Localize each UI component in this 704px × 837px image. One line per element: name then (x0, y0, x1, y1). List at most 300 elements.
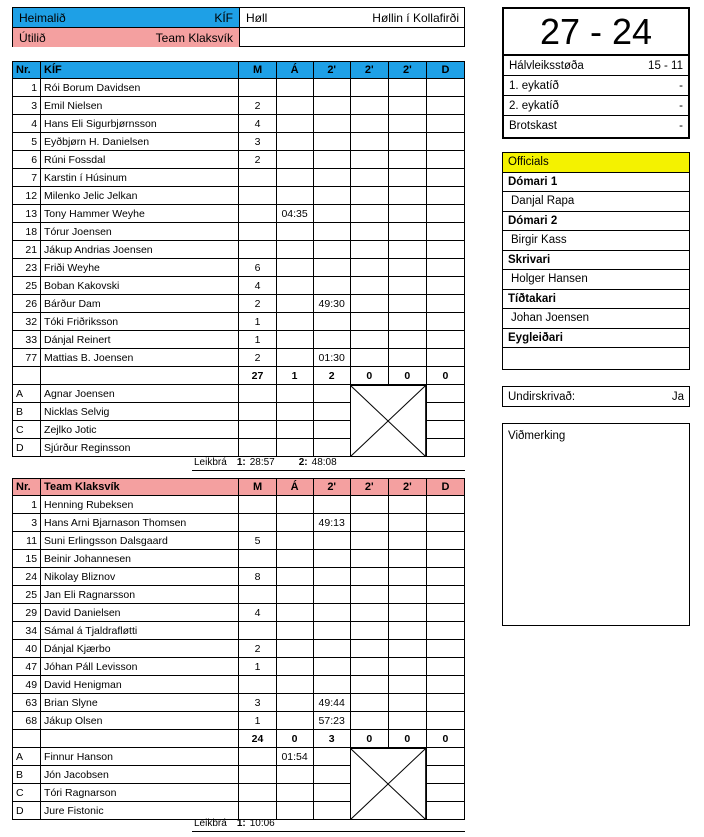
summary-row (504, 116, 688, 136)
stat-cell-m: 8 (239, 568, 276, 586)
official-letter: A (13, 748, 41, 766)
stat-cell-t1 (313, 241, 350, 259)
official-warning (276, 766, 313, 784)
stat-cell-m (239, 79, 276, 97)
match-header (12, 7, 465, 47)
stat-cell-t2 (350, 586, 388, 604)
official-d (426, 421, 464, 439)
stat-cell-t1 (313, 331, 350, 349)
stat-cell-a (276, 712, 313, 730)
stat-cell-d (426, 496, 464, 514)
official-2min (313, 385, 350, 403)
player-name: Tórur Joensen (41, 223, 239, 241)
player-number: 15 (13, 550, 41, 568)
player-name: Jákup Andrias Joensen (41, 241, 239, 259)
stat-cell-d (426, 97, 464, 115)
summary-value: 15 - 11 (648, 59, 683, 72)
stat-cell-d (426, 640, 464, 658)
stat-cell-m (239, 550, 276, 568)
stat-cell-d (426, 676, 464, 694)
player-row (13, 169, 465, 187)
total-a: 1 (276, 367, 313, 385)
player-number: 5 (13, 133, 41, 151)
stat-cell-m: 2 (239, 295, 276, 313)
player-number: 33 (13, 331, 41, 349)
stat-cell-t2 (350, 550, 388, 568)
official-m (239, 439, 276, 457)
player-number: 21 (13, 241, 41, 259)
player-row (13, 259, 465, 277)
stat-cell-m (239, 496, 276, 514)
col-header: D (426, 479, 464, 496)
player-number: 24 (13, 568, 41, 586)
col-nr: Nr. (13, 62, 41, 79)
official-d (426, 766, 464, 784)
player-name: Eyðbjørn H. Danielsen (41, 133, 239, 151)
col-header: 2' (350, 479, 388, 496)
player-name: David Danielsen (41, 604, 239, 622)
col-header: 2' (313, 479, 350, 496)
player-row (13, 97, 465, 115)
stat-cell-d (426, 532, 464, 550)
player-number: 32 (13, 313, 41, 331)
player-row (13, 313, 465, 331)
away-timeouts (194, 818, 275, 829)
stat-cell-t2 (350, 151, 388, 169)
crossed-out-box (350, 748, 426, 820)
player-number: 77 (13, 349, 41, 367)
stat-cell-t2 (350, 604, 388, 622)
stat-cell-t3 (388, 586, 426, 604)
stat-cell-t3 (388, 79, 426, 97)
player-name: Bárður Dam (41, 295, 239, 313)
stat-cell-d (426, 187, 464, 205)
stat-cell-t3 (388, 712, 426, 730)
player-row (13, 640, 465, 658)
stat-cell-t1 (313, 97, 350, 115)
signed-label: Undirskrivað: (508, 390, 576, 403)
player-row (13, 79, 465, 97)
stat-cell-t1 (313, 640, 350, 658)
total-m: 24 (239, 730, 276, 748)
team-official-name: Jón Jacobsen (41, 766, 239, 784)
col-header: 2' (388, 62, 426, 79)
official-letter: D (13, 802, 41, 820)
stat-cell-a (276, 223, 313, 241)
stat-cell-m (239, 205, 276, 223)
stat-cell-a (276, 586, 313, 604)
player-row (13, 604, 465, 622)
player-number: 1 (13, 79, 41, 97)
stat-cell-t3 (388, 169, 426, 187)
stat-cell-a (276, 277, 313, 295)
stat-cell-m (239, 586, 276, 604)
player-row (13, 496, 465, 514)
total-t2: 0 (350, 730, 388, 748)
stat-cell-t1 (313, 277, 350, 295)
stat-cell-t2 (350, 496, 388, 514)
stat-cell-t3 (388, 676, 426, 694)
stat-cell-d (426, 712, 464, 730)
total-t3: 0 (388, 730, 426, 748)
score-panel (502, 7, 690, 139)
stat-cell-t3 (388, 97, 426, 115)
stat-cell-d (426, 151, 464, 169)
home-team-name: KÍF (214, 10, 233, 25)
home-timeouts (194, 457, 337, 468)
stat-cell-a (276, 313, 313, 331)
player-number: 63 (13, 694, 41, 712)
stat-cell-m: 1 (239, 331, 276, 349)
stat-cell-t1 (313, 676, 350, 694)
stat-cell-t3 (388, 259, 426, 277)
stat-cell-t1 (313, 586, 350, 604)
total-a: 0 (276, 730, 313, 748)
player-name: Milenko Jelic Jelkan (41, 187, 239, 205)
summary-label: 1. eykatíð (509, 79, 559, 92)
stat-cell-t2 (350, 514, 388, 532)
remarks-box (502, 423, 690, 626)
stat-cell-t2 (350, 259, 388, 277)
stat-cell-d (426, 694, 464, 712)
timeout-number: 1: (236, 818, 246, 829)
team-official-name: Zejlko Jotic (41, 421, 239, 439)
away-label: Útilið (19, 30, 46, 45)
stat-cell-m: 2 (239, 151, 276, 169)
player-row (13, 331, 465, 349)
official-d (426, 748, 464, 766)
player-name: Dánjal Reinert (41, 331, 239, 349)
stat-cell-m: 3 (239, 694, 276, 712)
venue-label: Høll (246, 10, 268, 25)
stat-cell-m (239, 187, 276, 205)
table-header-row (13, 62, 465, 79)
col-header: 2' (313, 62, 350, 79)
player-name: Dánjal Kjærbo (41, 640, 239, 658)
player-name: Tony Hammer Weyhe (41, 205, 239, 223)
stat-cell-a (276, 532, 313, 550)
stat-cell-d (426, 259, 464, 277)
player-number: 6 (13, 151, 41, 169)
player-name: Mattias B. Joensen (41, 349, 239, 367)
summary-label: 2. eykatíð (509, 99, 559, 112)
official-name: Johan Joensen (503, 309, 689, 329)
official-m (239, 421, 276, 439)
stat-cell-d (426, 223, 464, 241)
stat-cell-m: 1 (239, 313, 276, 331)
total-m: 27 (239, 367, 276, 385)
stat-cell-d (426, 115, 464, 133)
stat-cell-m: 2 (239, 349, 276, 367)
stat-cell-m: 4 (239, 604, 276, 622)
stat-cell-m: 2 (239, 640, 276, 658)
stat-cell-t2 (350, 712, 388, 730)
stat-cell-a (276, 259, 313, 277)
stat-cell-t2 (350, 115, 388, 133)
stat-cell-d (426, 604, 464, 622)
stat-cell-t1 (313, 79, 350, 97)
official-letter: B (13, 766, 41, 784)
stat-cell-t3 (388, 496, 426, 514)
stat-cell-t1 (313, 259, 350, 277)
stat-cell-a (276, 568, 313, 586)
stat-cell-m: 1 (239, 658, 276, 676)
stat-cell-t3 (388, 640, 426, 658)
player-number: 26 (13, 295, 41, 313)
official-d (426, 802, 464, 820)
stat-cell-m: 4 (239, 277, 276, 295)
official-role: Skrivari (503, 251, 689, 271)
stat-cell-a (276, 514, 313, 532)
team-official-name: Finnur Hanson (41, 748, 239, 766)
player-row (13, 532, 465, 550)
official-letter: D (13, 439, 41, 457)
stat-cell-d (426, 586, 464, 604)
official-2min (313, 439, 350, 457)
stat-cell-m: 1 (239, 712, 276, 730)
stat-cell-t3 (388, 241, 426, 259)
col-team-name: KÍF (41, 62, 239, 79)
stat-cell-d (426, 331, 464, 349)
stat-cell-t2 (350, 349, 388, 367)
team-official-name: Agnar Joensen (41, 385, 239, 403)
player-number: 3 (13, 514, 41, 532)
stat-cell-t3 (388, 115, 426, 133)
stat-cell-t2 (350, 205, 388, 223)
totals-row (13, 367, 465, 385)
official-m (239, 766, 276, 784)
stat-cell-t3 (388, 295, 426, 313)
stat-cell-d (426, 514, 464, 532)
player-number: 47 (13, 658, 41, 676)
player-number: 18 (13, 223, 41, 241)
stat-cell-a (276, 133, 313, 151)
stat-cell-t2 (350, 187, 388, 205)
col-header: 2' (350, 62, 388, 79)
col-header: D (426, 62, 464, 79)
player-row (13, 241, 465, 259)
stat-cell-a (276, 169, 313, 187)
away-team-name: Team Klaksvík (155, 30, 233, 45)
stat-cell-m: 5 (239, 532, 276, 550)
stat-cell-d (426, 550, 464, 568)
summary-row (504, 76, 688, 96)
stat-cell-m (239, 514, 276, 532)
player-number: 40 (13, 640, 41, 658)
player-row (13, 586, 465, 604)
summary-row (504, 56, 688, 76)
stat-cell-t1 (313, 622, 350, 640)
timeout-entry (237, 818, 275, 829)
official-role: Tíðtakari (503, 290, 689, 310)
official-role: Eygleiðari (503, 329, 689, 349)
stat-cell-t3 (388, 514, 426, 532)
timeout-number: 1: (236, 457, 246, 468)
stat-cell-t1 (313, 115, 350, 133)
signed-box (502, 386, 690, 407)
summary-list (504, 56, 688, 136)
timeout-number: 2: (298, 457, 308, 468)
stat-cell-t2 (350, 676, 388, 694)
official-m (239, 748, 276, 766)
stat-cell-t1 (313, 658, 350, 676)
stat-cell-t1: 49:44 (313, 694, 350, 712)
player-row (13, 223, 465, 241)
final-score: 27 - 24 (504, 9, 688, 56)
player-row (13, 151, 465, 169)
official-warning (276, 802, 313, 820)
total-t2: 0 (350, 367, 388, 385)
stat-cell-t1 (313, 313, 350, 331)
player-number: 11 (13, 532, 41, 550)
official-warning (276, 403, 313, 421)
official-role: Dómari 2 (503, 212, 689, 232)
official-m (239, 784, 276, 802)
col-header: 2' (388, 479, 426, 496)
official-letter: C (13, 784, 41, 802)
col-header: Á (276, 479, 313, 496)
player-row (13, 514, 465, 532)
official-warning (276, 385, 313, 403)
stat-cell-a (276, 97, 313, 115)
player-number: 7 (13, 169, 41, 187)
stat-cell-t1 (313, 496, 350, 514)
stat-cell-t2 (350, 223, 388, 241)
stat-cell-a (276, 658, 313, 676)
player-name: Rói Borum Davidsen (41, 79, 239, 97)
stat-cell-m (239, 622, 276, 640)
official-d (426, 784, 464, 802)
stat-cell-t1: 01:30 (313, 349, 350, 367)
stat-cell-d (426, 349, 464, 367)
stat-cell-t2 (350, 169, 388, 187)
official-d (426, 385, 464, 403)
totals-blank (41, 730, 239, 748)
official-d (426, 439, 464, 457)
stat-cell-t3 (388, 622, 426, 640)
player-name: Friði Weyhe (41, 259, 239, 277)
stat-cell-a (276, 604, 313, 622)
total-t1: 2 (313, 367, 350, 385)
crossed-out-box (350, 385, 426, 457)
stat-cell-d (426, 277, 464, 295)
stat-cell-d (426, 313, 464, 331)
home-label: Heimalið (19, 10, 66, 25)
player-name: Henning Rubeksen (41, 496, 239, 514)
venue-row (240, 8, 465, 28)
player-number: 68 (13, 712, 41, 730)
official-2min (313, 421, 350, 439)
summary-label: Hálvleiksstøða (509, 59, 584, 72)
stat-cell-m (239, 169, 276, 187)
venue-name: Høllin í Kollafirði (372, 10, 459, 25)
player-row (13, 550, 465, 568)
stat-cell-m: 6 (239, 259, 276, 277)
player-number: 34 (13, 622, 41, 640)
stat-cell-t2 (350, 532, 388, 550)
player-row (13, 658, 465, 676)
stat-cell-a (276, 187, 313, 205)
timeout-underline (192, 831, 465, 832)
stat-cell-t3 (388, 604, 426, 622)
total-d: 0 (426, 730, 464, 748)
official-2min (313, 784, 350, 802)
stat-cell-t2 (350, 694, 388, 712)
official-letter: A (13, 385, 41, 403)
official-role: Dómari 1 (503, 173, 689, 193)
team-official-name: Tóri Ragnarson (41, 784, 239, 802)
player-number: 12 (13, 187, 41, 205)
official-letter: C (13, 421, 41, 439)
stat-cell-t1 (313, 187, 350, 205)
stat-cell-t2 (350, 331, 388, 349)
stat-cell-a (276, 496, 313, 514)
official-letter: B (13, 403, 41, 421)
stat-cell-t2 (350, 133, 388, 151)
official-m (239, 403, 276, 421)
official-warning (276, 784, 313, 802)
player-number: 3 (13, 97, 41, 115)
stat-cell-t3 (388, 568, 426, 586)
stat-cell-t1 (313, 169, 350, 187)
signed-value: Ja (671, 390, 684, 403)
team-official-name: Sjúrður Reginsson (41, 439, 239, 457)
stat-cell-t3 (388, 313, 426, 331)
official-2min (313, 748, 350, 766)
table-header-row (13, 479, 465, 496)
stat-cell-t3 (388, 331, 426, 349)
official-d (426, 403, 464, 421)
col-header: Á (276, 62, 313, 79)
totals-blank (41, 367, 239, 385)
stat-cell-d (426, 658, 464, 676)
player-name: Emil Nielsen (41, 97, 239, 115)
timeout-time: 48:08 (311, 457, 337, 468)
official-warning: 01:54 (276, 748, 313, 766)
total-d: 0 (426, 367, 464, 385)
player-row (13, 712, 465, 730)
stat-cell-d (426, 568, 464, 586)
stat-cell-a (276, 550, 313, 568)
official-name: Birgir Kass (503, 231, 689, 251)
stat-cell-t1 (313, 550, 350, 568)
stat-cell-m (239, 676, 276, 694)
col-team-name: Team Klaksvík (41, 479, 239, 496)
summary-value: - (679, 99, 683, 112)
stat-cell-d (426, 133, 464, 151)
player-row (13, 133, 465, 151)
summary-value: - (679, 120, 683, 132)
stat-cell-t1 (313, 532, 350, 550)
stat-cell-a (276, 694, 313, 712)
player-number: 29 (13, 604, 41, 622)
total-t1: 3 (313, 730, 350, 748)
player-name: Jákup Olsen (41, 712, 239, 730)
player-name: Suni Erlingsson Dalsgaard (41, 532, 239, 550)
stat-cell-m: 2 (239, 97, 276, 115)
player-number: 25 (13, 586, 41, 604)
timeout-time: 28:57 (249, 457, 275, 468)
timeout-entry (237, 457, 275, 468)
timeout-label: Leikbrá (194, 818, 227, 829)
stat-cell-t3 (388, 223, 426, 241)
player-row (13, 187, 465, 205)
stat-cell-t3 (388, 277, 426, 295)
stat-cell-a (276, 295, 313, 313)
timeout-underline (192, 470, 465, 471)
stat-cell-t3 (388, 151, 426, 169)
remarks-label: Viðmerking (508, 430, 566, 442)
